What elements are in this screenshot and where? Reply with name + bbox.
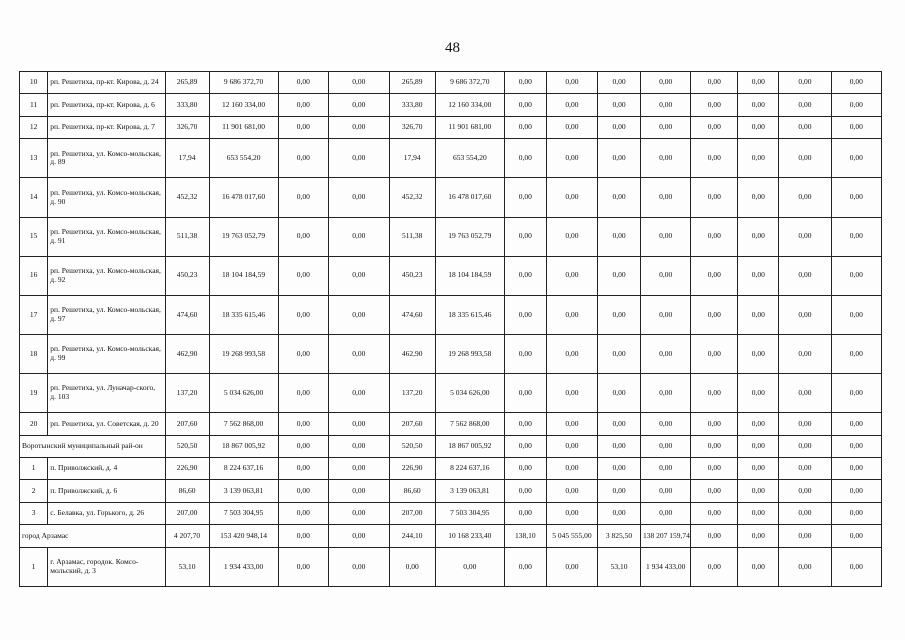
value-cell: 0,00: [598, 217, 641, 256]
value-cell: 0,00: [504, 502, 546, 524]
table-body: [20, 72, 882, 587]
value-cell: 0,00: [504, 480, 546, 502]
value-cell: 0,00: [831, 334, 881, 373]
value-cell: 7 562 868,00: [209, 413, 278, 435]
value-cell: 333,80: [165, 94, 209, 116]
value-cell: 511,38: [389, 217, 435, 256]
value-cell: 0,00: [598, 256, 641, 295]
table-row: [20, 94, 882, 116]
table-row: [20, 295, 882, 334]
value-cell: 226,90: [165, 458, 209, 480]
value-cell: 11 901 681,00: [435, 116, 504, 138]
value-cell: 0,00: [831, 480, 881, 502]
value-cell: 0,00: [278, 334, 328, 373]
value-cell: 0,00: [504, 72, 546, 94]
value-cell: 0,00: [691, 217, 738, 256]
value-cell: 0,00: [641, 94, 691, 116]
value-cell: 0,00: [598, 72, 641, 94]
value-cell: 12 160 334,00: [435, 94, 504, 116]
row-number: 10: [20, 72, 48, 94]
value-cell: 0,00: [691, 178, 738, 217]
value-cell: 462,90: [165, 334, 209, 373]
value-cell: 0,00: [641, 413, 691, 435]
value-cell: 0,00: [691, 72, 738, 94]
row-number: 12: [20, 116, 48, 138]
value-cell: 0,00: [546, 94, 597, 116]
value-cell: 0,00: [831, 413, 881, 435]
value-cell: 0,00: [328, 178, 389, 217]
value-cell: 0,00: [328, 256, 389, 295]
value-cell: 16 478 017,60: [435, 178, 504, 217]
value-cell: 0,00: [831, 458, 881, 480]
address-cell: рп. Решетиха, ул. Комсо-мольская, д. 89: [48, 139, 165, 178]
value-cell: 0,00: [278, 525, 328, 547]
value-cell: 0,00: [691, 480, 738, 502]
value-cell: 18 335 615,46: [209, 295, 278, 334]
value-cell: 7 503 304,95: [435, 502, 504, 524]
value-cell: 0,00: [779, 139, 831, 178]
value-cell: 0,00: [831, 295, 881, 334]
value-cell: 0,00: [691, 256, 738, 295]
value-cell: 0,00: [738, 480, 779, 502]
value-cell: 0,00: [328, 295, 389, 334]
value-cell: 0,00: [546, 413, 597, 435]
value-cell: 17,94: [389, 139, 435, 178]
value-cell: 0,00: [738, 435, 779, 457]
value-cell: 0,00: [328, 547, 389, 586]
value-cell: 207,60: [165, 413, 209, 435]
address-cell: рп. Решетиха, ул. Комсо-мольская, д. 92: [48, 256, 165, 295]
value-cell: 3 139 063,81: [435, 480, 504, 502]
value-cell: 0,00: [546, 435, 597, 457]
value-cell: 0,00: [546, 116, 597, 138]
row-number: 11: [20, 94, 48, 116]
value-cell: 0,00: [546, 547, 597, 586]
value-cell: 17,94: [165, 139, 209, 178]
value-cell: 18 335 615,46: [435, 295, 504, 334]
row-number: 3: [20, 502, 48, 524]
value-cell: 0,00: [691, 374, 738, 413]
value-cell: 0,00: [278, 139, 328, 178]
value-cell: 137,20: [389, 374, 435, 413]
value-cell: 207,60: [389, 413, 435, 435]
value-cell: 0,00: [831, 502, 881, 524]
group-row: [20, 435, 882, 457]
value-cell: 138 207 159,74: [641, 525, 691, 547]
value-cell: 53,10: [165, 547, 209, 586]
value-cell: 207,00: [389, 502, 435, 524]
value-cell: 0,00: [328, 374, 389, 413]
value-cell: 0,00: [546, 178, 597, 217]
value-cell: 86,60: [165, 480, 209, 502]
value-cell: 16 478 017,60: [209, 178, 278, 217]
value-cell: 326,70: [389, 116, 435, 138]
value-cell: 452,32: [389, 178, 435, 217]
value-cell: 0,00: [738, 94, 779, 116]
value-cell: 0,00: [738, 72, 779, 94]
value-cell: 0,00: [641, 334, 691, 373]
value-cell: 0,00: [546, 256, 597, 295]
value-cell: 0,00: [831, 256, 881, 295]
address-cell: рп. Решетиха, пр-кт. Кирова, д. 6: [48, 94, 165, 116]
value-cell: 53,10: [598, 547, 641, 586]
value-cell: 0,00: [278, 178, 328, 217]
value-cell: 19 763 052,79: [435, 217, 504, 256]
row-number: 14: [20, 178, 48, 217]
value-cell: 19 268 993,58: [209, 334, 278, 373]
value-cell: 0,00: [691, 525, 738, 547]
value-cell: 0,00: [546, 458, 597, 480]
value-cell: 0,00: [831, 435, 881, 457]
address-cell: рп. Решетиха, ул. Комсо-мольская, д. 99: [48, 334, 165, 373]
table-row: [20, 547, 882, 586]
value-cell: 333,80: [389, 94, 435, 116]
value-cell: 0,00: [831, 547, 881, 586]
data-table: [19, 71, 882, 587]
value-cell: 0,00: [691, 139, 738, 178]
row-number: 20: [20, 413, 48, 435]
value-cell: 138,10: [504, 525, 546, 547]
value-cell: 0,00: [691, 295, 738, 334]
table-row: [20, 256, 882, 295]
value-cell: 0,00: [328, 413, 389, 435]
value-cell: 520,50: [165, 435, 209, 457]
value-cell: 0,00: [328, 94, 389, 116]
value-cell: 0,00: [738, 217, 779, 256]
table-row: [20, 413, 882, 435]
value-cell: 0,00: [328, 525, 389, 547]
value-cell: 0,00: [738, 374, 779, 413]
value-cell: 0,00: [691, 458, 738, 480]
value-cell: 5 034 626,00: [435, 374, 504, 413]
value-cell: 0,00: [779, 458, 831, 480]
row-number: 1: [20, 547, 48, 586]
value-cell: 0,00: [831, 116, 881, 138]
value-cell: 462,90: [389, 334, 435, 373]
value-cell: 474,60: [389, 295, 435, 334]
value-cell: 653 554,20: [209, 139, 278, 178]
value-cell: 0,00: [328, 435, 389, 457]
value-cell: 5 045 555,00: [546, 525, 597, 547]
value-cell: 0,00: [328, 480, 389, 502]
value-cell: 0,00: [641, 256, 691, 295]
group-label: Воротынский муниципальный рай-он: [20, 435, 166, 457]
value-cell: 0,00: [831, 139, 881, 178]
value-cell: 0,00: [691, 94, 738, 116]
value-cell: 0,00: [779, 217, 831, 256]
value-cell: 0,00: [546, 72, 597, 94]
row-number: 2: [20, 480, 48, 502]
group-row: [20, 525, 882, 547]
value-cell: 0,00: [504, 334, 546, 373]
value-cell: 450,23: [389, 256, 435, 295]
value-cell: 0,00: [738, 295, 779, 334]
address-cell: рп. Решетиха, пр-кт. Кирова, д. 24: [48, 72, 165, 94]
value-cell: 0,00: [504, 374, 546, 413]
value-cell: 0,00: [641, 502, 691, 524]
value-cell: 0,00: [278, 413, 328, 435]
value-cell: 0,00: [504, 217, 546, 256]
address-cell: рп. Решетиха, ул. Комсо-мольская, д. 97: [48, 295, 165, 334]
value-cell: 653 554,20: [435, 139, 504, 178]
value-cell: 0,00: [278, 256, 328, 295]
value-cell: 0,00: [598, 295, 641, 334]
value-cell: 18 867 005,92: [209, 435, 278, 457]
value-cell: 0,00: [831, 525, 881, 547]
value-cell: 0,00: [641, 116, 691, 138]
value-cell: 0,00: [738, 256, 779, 295]
value-cell: 0,00: [691, 413, 738, 435]
value-cell: 0,00: [738, 413, 779, 435]
table-row: [20, 72, 882, 94]
value-cell: 0,00: [328, 139, 389, 178]
table-row: [20, 178, 882, 217]
value-cell: 19 763 052,79: [209, 217, 278, 256]
address-cell: рп. Решетиха, ул. Комсо-мольская, д. 91: [48, 217, 165, 256]
value-cell: 0,00: [641, 178, 691, 217]
value-cell: 0,00: [691, 547, 738, 586]
value-cell: 0,00: [831, 72, 881, 94]
value-cell: 3 139 063,81: [209, 480, 278, 502]
value-cell: 0,00: [831, 178, 881, 217]
value-cell: 0,00: [598, 94, 641, 116]
value-cell: 0,00: [641, 217, 691, 256]
value-cell: 0,00: [504, 547, 546, 586]
value-cell: 0,00: [278, 374, 328, 413]
value-cell: 0,00: [504, 435, 546, 457]
value-cell: 511,38: [165, 217, 209, 256]
value-cell: 0,00: [546, 480, 597, 502]
value-cell: 0,00: [504, 94, 546, 116]
value-cell: 0,00: [598, 116, 641, 138]
row-number: 1: [20, 458, 48, 480]
group-label: город Арзамас: [20, 525, 166, 547]
value-cell: 520,50: [389, 435, 435, 457]
row-number: 13: [20, 139, 48, 178]
address-cell: г. Арзамас, городок. Комсо-мольский, д. 3: [48, 547, 165, 586]
value-cell: 0,00: [278, 480, 328, 502]
value-cell: 18 104 184,59: [435, 256, 504, 295]
value-cell: 0,00: [779, 374, 831, 413]
value-cell: 0,00: [738, 116, 779, 138]
value-cell: 0,00: [738, 458, 779, 480]
value-cell: 0,00: [738, 139, 779, 178]
value-cell: 0,00: [435, 547, 504, 586]
value-cell: 0,00: [641, 435, 691, 457]
value-cell: 0,00: [641, 458, 691, 480]
value-cell: 0,00: [278, 94, 328, 116]
value-cell: 450,23: [165, 256, 209, 295]
value-cell: 0,00: [546, 139, 597, 178]
value-cell: 11 901 681,00: [209, 116, 278, 138]
value-cell: 0,00: [278, 547, 328, 586]
table-row: [20, 116, 882, 138]
value-cell: 1 934 433,00: [209, 547, 278, 586]
address-cell: рп. Решетиха, ул. Советская, д. 20: [48, 413, 165, 435]
value-cell: 0,00: [691, 334, 738, 373]
value-cell: 153 420 948,14: [209, 525, 278, 547]
address-cell: с. Белавка, ул. Горького, д. 26: [48, 502, 165, 524]
value-cell: 0,00: [598, 139, 641, 178]
value-cell: 0,00: [328, 116, 389, 138]
value-cell: 0,00: [598, 435, 641, 457]
value-cell: 0,00: [738, 547, 779, 586]
value-cell: 0,00: [691, 435, 738, 457]
row-number: 18: [20, 334, 48, 373]
value-cell: 326,70: [165, 116, 209, 138]
value-cell: 0,00: [278, 435, 328, 457]
table-row: [20, 374, 882, 413]
value-cell: 0,00: [738, 502, 779, 524]
value-cell: 0,00: [598, 178, 641, 217]
value-cell: 0,00: [831, 217, 881, 256]
value-cell: 0,00: [831, 94, 881, 116]
value-cell: 0,00: [278, 295, 328, 334]
value-cell: 0,00: [504, 413, 546, 435]
value-cell: 7 562 868,00: [435, 413, 504, 435]
value-cell: 18 104 184,59: [209, 256, 278, 295]
value-cell: 244,10: [389, 525, 435, 547]
row-number: 16: [20, 256, 48, 295]
address-cell: рп. Решетиха, ул. Луначар-ского, д. 103: [48, 374, 165, 413]
value-cell: 0,00: [598, 374, 641, 413]
value-cell: 0,00: [546, 374, 597, 413]
value-cell: 12 160 334,00: [209, 94, 278, 116]
address-cell: рп. Решетиха, пр-кт. Кирова, д. 7: [48, 116, 165, 138]
table-row: [20, 139, 882, 178]
value-cell: 0,00: [504, 116, 546, 138]
value-cell: 0,00: [641, 139, 691, 178]
value-cell: 0,00: [278, 458, 328, 480]
table-row: [20, 217, 882, 256]
value-cell: 0,00: [278, 217, 328, 256]
value-cell: 9 686 372,70: [435, 72, 504, 94]
value-cell: 8 224 637,16: [209, 458, 278, 480]
row-number: 19: [20, 374, 48, 413]
table-row: [20, 334, 882, 373]
value-cell: 18 867 005,92: [435, 435, 504, 457]
value-cell: 5 034 626,00: [209, 374, 278, 413]
address-cell: п. Приволжский, д. 4: [48, 458, 165, 480]
value-cell: 0,00: [738, 178, 779, 217]
table-row: [20, 458, 882, 480]
value-cell: 1 934 433,00: [641, 547, 691, 586]
value-cell: 0,00: [546, 295, 597, 334]
value-cell: 0,00: [641, 295, 691, 334]
value-cell: 0,00: [328, 458, 389, 480]
address-cell: п. Приволжский, д. 6: [48, 480, 165, 502]
value-cell: 0,00: [641, 374, 691, 413]
value-cell: 0,00: [546, 334, 597, 373]
value-cell: 0,00: [779, 502, 831, 524]
value-cell: 0,00: [779, 116, 831, 138]
value-cell: 0,00: [779, 547, 831, 586]
value-cell: 207,00: [165, 502, 209, 524]
value-cell: 0,00: [598, 480, 641, 502]
table-row: [20, 502, 882, 524]
value-cell: 0,00: [641, 72, 691, 94]
value-cell: 0,00: [598, 413, 641, 435]
value-cell: 0,00: [779, 435, 831, 457]
value-cell: 0,00: [389, 547, 435, 586]
value-cell: 0,00: [546, 217, 597, 256]
value-cell: 0,00: [691, 116, 738, 138]
value-cell: 0,00: [738, 334, 779, 373]
value-cell: 0,00: [328, 502, 389, 524]
value-cell: 0,00: [598, 502, 641, 524]
value-cell: 0,00: [691, 502, 738, 524]
value-cell: 0,00: [504, 178, 546, 217]
value-cell: 137,20: [165, 374, 209, 413]
value-cell: 0,00: [779, 413, 831, 435]
value-cell: 0,00: [598, 458, 641, 480]
value-cell: 0,00: [779, 525, 831, 547]
value-cell: 0,00: [779, 295, 831, 334]
value-cell: 0,00: [779, 94, 831, 116]
value-cell: 0,00: [328, 72, 389, 94]
value-cell: 0,00: [546, 502, 597, 524]
value-cell: 0,00: [738, 525, 779, 547]
value-cell: 0,00: [504, 139, 546, 178]
value-cell: 10 168 233,40: [435, 525, 504, 547]
value-cell: 226,90: [389, 458, 435, 480]
page-number: 48: [445, 40, 460, 56]
value-cell: 0,00: [831, 374, 881, 413]
value-cell: 265,89: [389, 72, 435, 94]
value-cell: 452,32: [165, 178, 209, 217]
value-cell: 0,00: [278, 116, 328, 138]
value-cell: 86,60: [389, 480, 435, 502]
value-cell: 7 503 304,95: [209, 502, 278, 524]
row-number: 17: [20, 295, 48, 334]
value-cell: 8 224 637,16: [435, 458, 504, 480]
value-cell: 265,89: [165, 72, 209, 94]
value-cell: 0,00: [779, 334, 831, 373]
table-row: [20, 480, 882, 502]
value-cell: 19 268 993,58: [435, 334, 504, 373]
value-cell: 474,60: [165, 295, 209, 334]
value-cell: 0,00: [328, 334, 389, 373]
value-cell: 0,00: [504, 256, 546, 295]
value-cell: 0,00: [278, 502, 328, 524]
value-cell: 0,00: [504, 295, 546, 334]
value-cell: 0,00: [779, 480, 831, 502]
address-cell: рп. Решетиха, ул. Комсо-мольская, д. 90: [48, 178, 165, 217]
row-number: 15: [20, 217, 48, 256]
value-cell: 0,00: [598, 334, 641, 373]
value-cell: 0,00: [278, 72, 328, 94]
value-cell: 4 207,70: [165, 525, 209, 547]
value-cell: 0,00: [641, 480, 691, 502]
value-cell: 0,00: [504, 458, 546, 480]
value-cell: 3 825,50: [598, 525, 641, 547]
value-cell: 0,00: [779, 178, 831, 217]
value-cell: 9 686 372,70: [209, 72, 278, 94]
value-cell: 0,00: [328, 217, 389, 256]
value-cell: 0,00: [779, 256, 831, 295]
value-cell: 0,00: [779, 72, 831, 94]
